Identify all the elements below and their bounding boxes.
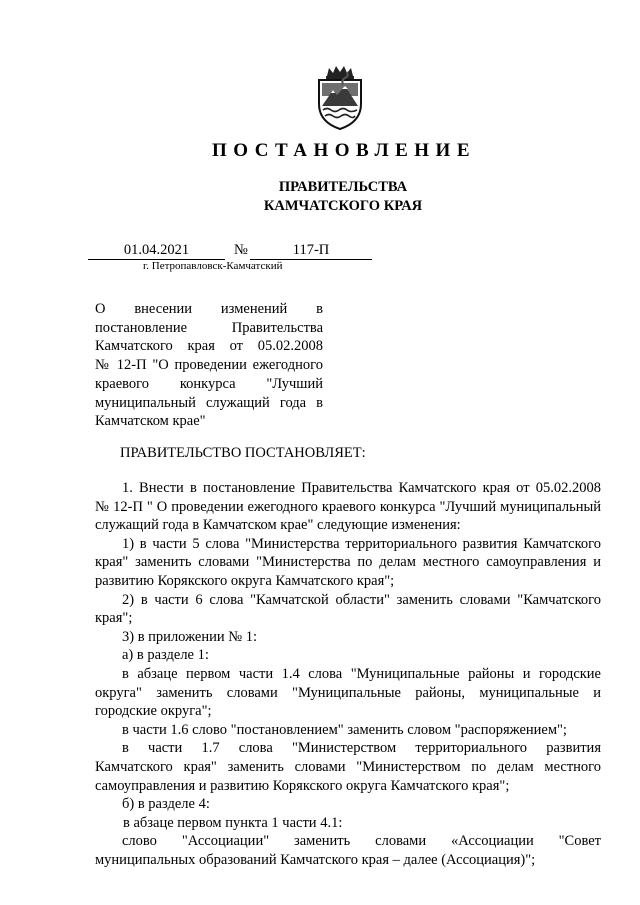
document-title: ПОСТАНОВЛЕНИЕ — [211, 140, 477, 161]
subject-line: № 12-П "О проведении ежегодного — [95, 357, 323, 374]
body-text — [95, 479, 601, 869]
body-line: развитию Корякского округа Камчатского края"; — [95, 572, 395, 589]
body-line: в абзаце первом пункта 1 части 4.1: — [123, 814, 343, 831]
document-number: 117-П — [250, 242, 372, 260]
body-line: края"; — [95, 610, 133, 627]
body-line: городские округа"; — [95, 703, 212, 720]
issuer-line-1: ПРАВИТЕЛЬСТВА — [278, 179, 408, 195]
body-line: самоуправления и развитию Корякского округа Камчатского края"; — [95, 777, 510, 794]
coat-of-arms-emblem — [315, 66, 365, 130]
issuer-line-2: КАМЧАТСКОГО КРАЯ — [263, 198, 423, 214]
body-line: в абзаце первом части 1.4 слова "Муниципальные районы и городские — [122, 665, 601, 682]
subject-line: муниципальный служащий года в — [95, 394, 323, 411]
body-line: Камчатского края" заменить словами "Министерством по делам местного — [95, 758, 601, 775]
body-line: в части 1.6 слово "постановлением" заменить словом "распоряжением"; — [122, 721, 567, 738]
subject-line: Камчатского края от 05.02.2008 — [95, 338, 323, 355]
body-line: 1. Внести в постановление Правительства Камчатского края от 05.02.2008 — [122, 480, 601, 496]
body-line: края" заменить словами "Министерства по делам местного самоуправления и — [95, 554, 601, 571]
body-line: 2) в части 6 слова "Камчатской области" заменить словами "Камчатского — [122, 591, 601, 608]
body-line: 1) в части 5 слова "Министерства территориального развития Камчатского — [122, 535, 601, 552]
decree-heading: ПРАВИТЕЛЬСТВО ПОСТАНОВЛЯЕТ: — [120, 445, 366, 461]
body-line: в части 1.7 слова "Министерством территориального развития — [122, 740, 601, 757]
body-line: б) в разделе 4: — [122, 796, 210, 813]
number-sign: № — [234, 242, 248, 258]
subject-line: краевого конкурса "Лучший — [95, 375, 323, 392]
body-line: слово "Ассоциации" заменить словами «Ассоциации "Совет — [122, 833, 601, 850]
body-line: муниципальных образований Камчатского края – далее (Ассоциация)"; — [95, 851, 536, 868]
body-line: 3) в приложении № 1: — [122, 628, 257, 645]
subject-block — [95, 300, 323, 431]
body-line: округа" заменить словами "Муниципальные районы, муниципальные и — [95, 684, 601, 701]
body-line: служащий года в Камчатском крае" следующие изменения: — [95, 517, 461, 534]
subject-line: Камчатском крае" — [95, 413, 206, 430]
body-line: № 12-П " О проведении ежегодного краевого конкурса "Лучший муниципальный — [95, 498, 601, 515]
document-date: 01.04.2021 — [88, 242, 225, 260]
body-line: а) в разделе 1: — [122, 647, 209, 664]
subject-line: О внесении изменений в — [95, 301, 323, 317]
issue-city: г. Петропавловск-Камчатский — [143, 260, 283, 272]
subject-line: постановление Правительства — [95, 319, 323, 336]
